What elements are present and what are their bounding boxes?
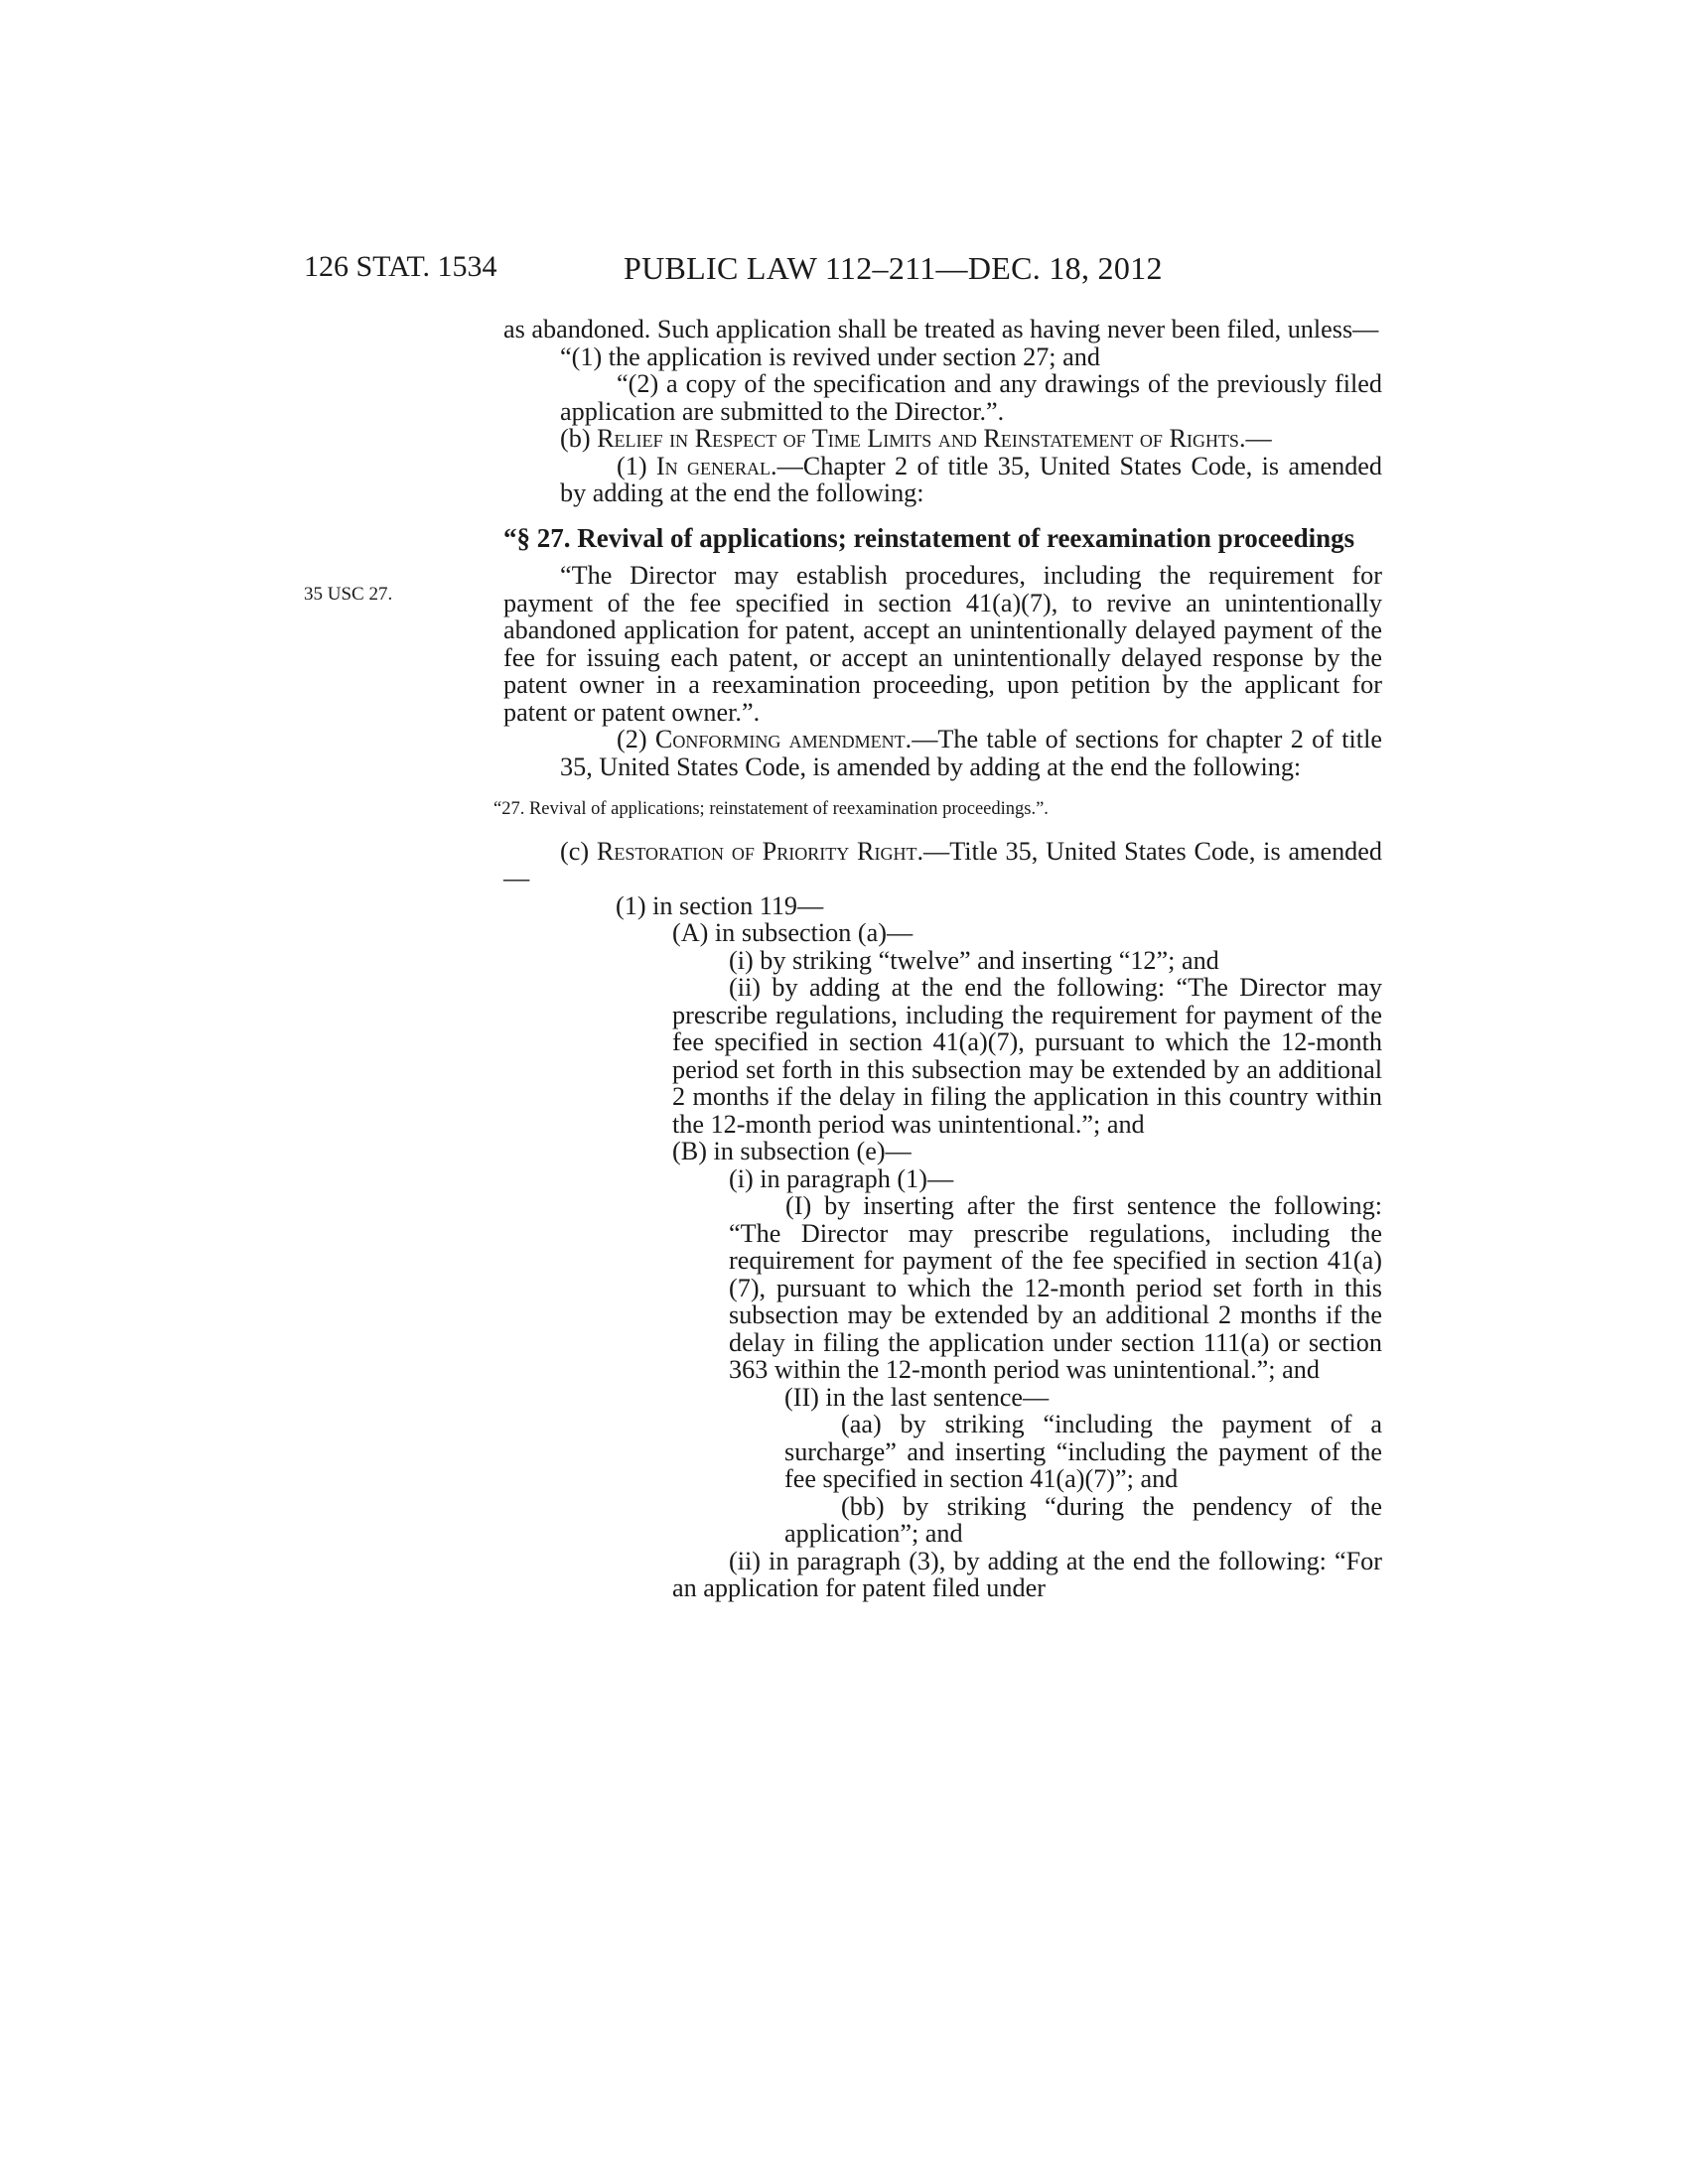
document-body	[493, 315, 1383, 1602]
page-header	[0, 250, 1688, 290]
paragraph: (I) by inserting after the first sentence the following: “The Director may prescribe regulations, including the requirement for payment of the fee specified in section 41(a)(7), pursuant to which the 12-month period set forth in this subsection may be extended by an additional 2 months if the delay in filing the application under section 111(a) or section 363 within the 12-month period was unintentional.”; and	[729, 1191, 1382, 1384]
paragraph-heading: Conforming amendment	[654, 725, 906, 753]
paragraph-text: .—The table of sections for chapter 2 of title 35, United States Code, is amended by adding at the end the following:	[560, 725, 1382, 781]
paragraph-text: .—Chapter 2 of title 35, United States Code, is amended by adding at the end the following:	[560, 451, 1383, 507]
paragraph-label: (2)	[617, 725, 655, 753]
paragraph: (bb) by striking “during the pendency of the application”; and	[784, 1491, 1382, 1548]
subsection-tail: .—	[1238, 424, 1272, 453]
subsection-b	[503, 425, 1382, 453]
paragraph: (1) in section 119—	[616, 890, 824, 920]
paragraph: “(1) the application is revived under section 27; and	[560, 341, 1100, 371]
paragraph-text: “(2) a copy of the specification and any drawings of the previously filed application are submitted to the Director.”.	[560, 369, 1382, 426]
paragraph: (A) in subsection (a)—	[672, 918, 914, 947]
section-heading: “§ 27. Revival of applications; reinstatement of reexamination proceedings	[503, 522, 1355, 553]
paragraph-heading: In general	[655, 451, 772, 480]
subsection-text: .—Title 35, United States Code, is amended—	[503, 836, 1382, 892]
paragraph-label: (1)	[617, 451, 656, 480]
paragraph-2	[503, 726, 1382, 780]
paragraph: as abandoned. Such application shall be treated as having never been filed, unless—	[503, 315, 1379, 343]
paragraph: (ii) in paragraph (3), by adding at the end the following: “For an application for patent filed under	[672, 1546, 1382, 1602]
subsection-heading: Relief in Respect of Time Limits and Reinstatement of Rights	[597, 424, 1239, 453]
section-text: “The Director may establish procedures, including the requirement for payment of the fee specified in section 41(a)(7), to revive an unintentionally abandoned application for patent, accept an unintentionally delayed payment of the fee for issuing each patent, or accept an unintentionally delayed response by the patent owner in a reexamination proceeding, upon petition by the applicant for patent or patent owner.”.	[503, 561, 1382, 727]
subsection-c	[503, 838, 1382, 892]
paragraph: (ii) by adding at the end the following: “The Director may prescribe regulations, including the requirement for payment of the fee specified in section 41(a)(7), pursuant to which the 12-month period set forth in this subsection may be extended by an additional 2 months if the delay in filing the application in this country within the 12-month period was unintentional.”; and	[672, 973, 1382, 1139]
statute-page-reference: 126 STAT. 1534	[304, 250, 497, 283]
paragraph: (i) by striking “twelve” and inserting “12”; and	[729, 945, 1219, 975]
paragraph-1	[503, 453, 1382, 507]
margin-note-usc: 35 USC 27.	[304, 584, 393, 605]
paragraph: (B) in subsection (e)—	[672, 1137, 912, 1165]
paragraph: (II) in the last sentence—	[784, 1382, 1050, 1412]
paragraph	[503, 370, 1382, 425]
public-law-title: PUBLIC LAW 112–211—DEC. 18, 2012	[624, 250, 1163, 286]
subsection-label: (c)	[560, 836, 597, 866]
subsection-label: (b)	[560, 424, 598, 453]
table-of-sections-entry: “27. Revival of applications; reinstatement of reexamination proceedings.”.	[493, 799, 1049, 819]
subsection-heading: Restoration of Priority Right	[596, 836, 917, 866]
paragraph: (aa) by striking “including the payment of a surcharge” and inserting “including the payment of the fee specified in section 41(a)(7)”; and	[784, 1410, 1382, 1493]
paragraph: (i) in paragraph (1)—	[729, 1163, 954, 1193]
